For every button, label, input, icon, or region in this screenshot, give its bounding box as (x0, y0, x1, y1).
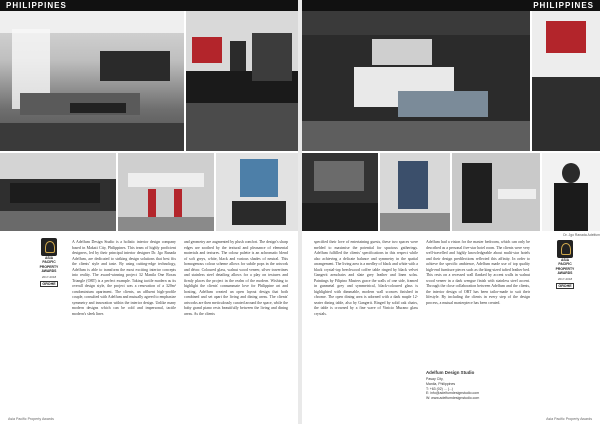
award-line-1: ASIA PACIFIC (558, 258, 572, 266)
sponsor-logo: GROHE (556, 283, 574, 289)
contact-phone: T: +63 (02) ... (...) (426, 386, 453, 391)
contact-line: Manila, Philippines (426, 381, 456, 386)
article-paragraph: specified their love of entertaining guests, these two spaces were melded to maximise the potential for spacious gatherings. Adelfum fulfilled the clients' specifications in this respect while also achieving a delicate balance and symmetry in the spatial arrangement. The living area is a medley of black and white with a black crystal-top beechwood coffee table ringed by black velvet Gangerit armchairs and slate grey leather and linen sofas. Paintings by Filipino Masters grace the walls of one side, framed in gunmetal grey and symmetrical, black-coloured glass is highlighted with dimmable, modern wall sconces finished in chrome. The open dining area is adorned with a dark maple 12-seater dining table, also by Gangerit. Ringed by solid oak chairs, the table is crowned by a fine wave of Vinicio Murano glass crystals. (314, 240, 418, 316)
dining-room-photo (0, 153, 116, 231)
award-year: 2017-2018 (41, 275, 57, 280)
studio-name: Adelfum Design Studio (426, 370, 475, 375)
left-country-label: PHILIPPINES (6, 1, 67, 10)
award-line-2: PROPERTY (39, 264, 59, 269)
article-paragraph: A Adelfum Design Studio is a holistic interior design company based in Makati City, Philippines. This team of highly proficient designers, led by their principal interior designer Dr. Jgo Ranada Adelfum, are dedicated to striking design solutions that best fits the clients' style and taste. By using cutting-edge technology, Adelfum is able to transform the most exciting interior concepts into reality. The award-winning project 32 Manila One Roxas Triangle (ORT) is a perfect example. Taking tactile modern as its overall design style, the project was a renovation of a 320m² condominium apartment. The clients, an affluent high-profile couple, consulted with Adelfum and mutually agreed to emphasize symmetry and innovation within the interior design. Unlike many modern designs which can be cold and impersonal, tactile modern's sleek lines (72, 240, 176, 316)
living-room-photo (0, 11, 184, 151)
left-folio (8, 417, 54, 421)
right-header-bar (302, 0, 600, 11)
master-bedroom-photo (302, 11, 530, 151)
article-paragraph: Adelfum had a vision for the master bedroom, which can only be described as a personal five-star hotel room. The clients were very well-travelled and highly knowledgeable about multi-star hotels and their design predilections reflected this affinity. In order to achieve the specific ambience, Adelfum made use of top quality high-end furniture pieces such as the king-sized tufted leather bed. This rests on a recessed wall flanked by accent walls in walnut wood veneer in a dark wengue finish with stainless steel accent. Through the close collaboration between Adelfum and the clients, the interior design of ORT has been tailor-made to suit their lifestyle. By including the clients in every step of the design process, a mutual masterpiece has been created. (426, 240, 530, 305)
right-text-column-1 (314, 240, 418, 410)
contact-block (426, 370, 530, 401)
folio-text: Asia Pacific Property Awards (8, 417, 54, 421)
right-text-column-2 (426, 240, 530, 370)
award-year: 2017-2018 (557, 277, 573, 282)
award-line-1: ASIA PACIFIC (42, 256, 56, 264)
article-paragraph: and geometry are augmented by plush comfort. The design's sharp edges are soothed by the textural and pleasance of elemental materials and textures. The colour palette is an achromatic blend of soft greys, white, black and various shades of neutral. This homogenous colour scheme allows for subtle pops in the artwork and décor. Coloured glass, walnut wood veneer, silver travertines and stainless steel detailing allows for a play on textures and firmly places the project in the realm of the modern. Wishing to highlight the clients' consummate love for Philippine art and hosting, Adelfum created an open layout design that both combined and set apart the living and dining areas. The clients' artworks are then meticulously curated around the space, while the baby grand piano rests beautifully between the living and dining areas. As the clients (184, 240, 288, 316)
left-text-column-1 (72, 240, 176, 410)
portrait-name: Dr. Jgo Ranada Adelfum (563, 233, 600, 237)
contact-email-link[interactable]: E: info@adelfumdesignstudio.com (426, 391, 480, 396)
artwork-hall-photo (380, 153, 450, 231)
sponsor-logo: GROHE (40, 281, 58, 287)
red-painting-photo (532, 11, 600, 151)
portrait-caption (542, 233, 600, 237)
right-country-label: PHILIPPINES (533, 1, 594, 10)
red-artwork-photo (186, 11, 298, 151)
award-line-3: AWARDS (41, 269, 57, 274)
bathroom-photo (452, 153, 540, 231)
award-emblem-icon (41, 238, 57, 256)
right-folio (546, 417, 592, 421)
left-header-bar (0, 0, 298, 11)
designer-portrait-photo (542, 153, 600, 231)
award-line-2: PROPERTY (555, 266, 575, 271)
award-line-3: AWARDS (557, 271, 573, 276)
folio-text: Asia Pacific Property Awards (546, 417, 592, 421)
blue-artwork-photo (216, 153, 298, 231)
contact-website-link[interactable]: W: www.adelfumdesignstudio.com (426, 396, 480, 401)
contact-line: Pasay City, (426, 377, 444, 381)
left-page (0, 0, 298, 424)
bar-stools-photo (118, 153, 214, 231)
award-badge-right (554, 240, 576, 289)
award-badge-left (38, 238, 60, 287)
vanity-photo (302, 153, 378, 231)
right-page (302, 0, 600, 424)
award-emblem-icon (557, 240, 573, 258)
left-text-column-2 (184, 240, 288, 410)
